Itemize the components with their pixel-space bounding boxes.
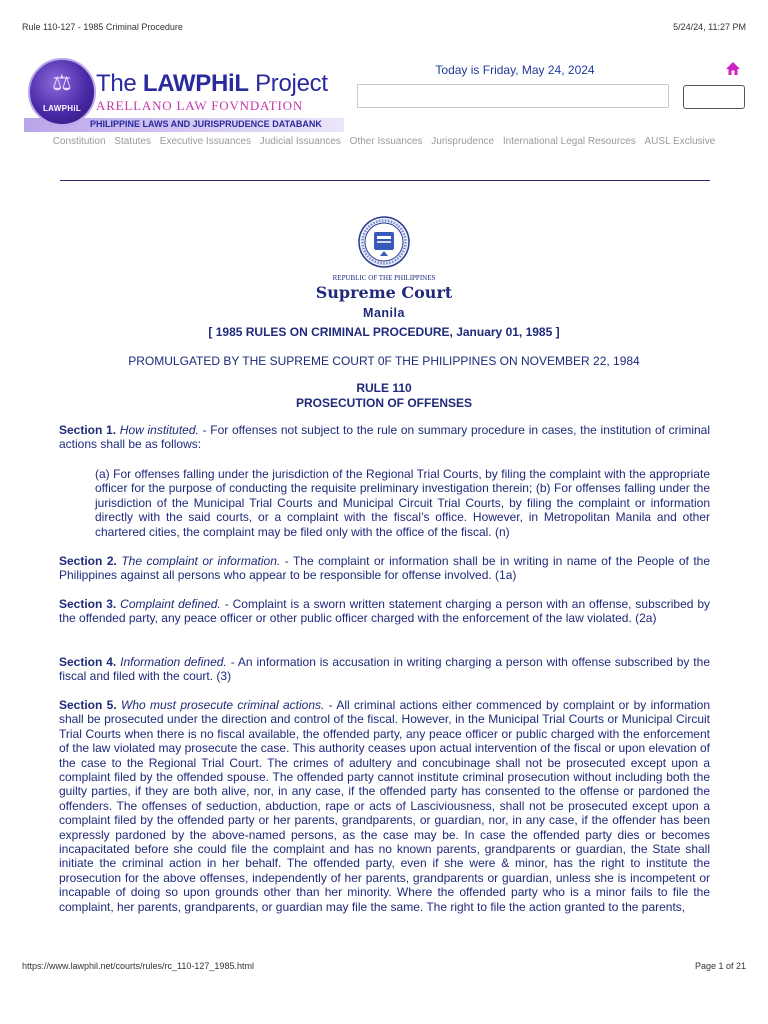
rule-number: RULE 110 (356, 381, 412, 395)
nav-statutes[interactable]: Statutes (114, 136, 151, 147)
divider (60, 180, 710, 181)
print-header (22, 22, 746, 32)
print-title: Rule 110-127 - 1985 Criminal Procedure (22, 22, 183, 32)
court-name: Supreme Court (315, 283, 453, 302)
main-nav (0, 136, 768, 147)
promulgated-line: PROMULGATED BY THE SUPREME COURT 0F THE PHILIPPINES ON NOVEMBER 22, 1984 (128, 354, 640, 368)
rule-heading (0, 381, 768, 411)
print-url: https://www.lawphil.net/courts/rules/rc_110-127_1985.html (22, 961, 254, 971)
nav-executive-issuances[interactable]: Executive Issuances (159, 136, 251, 147)
print-footer (22, 961, 746, 971)
nav-jurisprudence[interactable]: Jurisprudence (431, 136, 495, 147)
section-3: Section 3. Complaint defined. - Complaint is a sworn written statement charging a person with an offense, subscribed by the offended party, any peace officer or other public officer charged with the enforcement of the law violated. (2a) (59, 597, 711, 626)
court-city: Manila (363, 306, 405, 320)
scales-icon: ⚖ (52, 70, 72, 95)
banner-subtitle: ARELLANO LAW FOVNDATION (96, 98, 304, 113)
rules-title: [ 1985 RULES ON CRIMINAL PROCEDURE, January 01, 1985 ] (208, 325, 560, 339)
lawphil-logo (28, 58, 96, 126)
home-icon[interactable] (724, 60, 742, 78)
nav-international-legal-resources[interactable]: International Legal Resources (502, 136, 636, 147)
section-2: Section 2. The complaint or information. - The complaint or information shall be in writing in name of the People of the Philippines against all persons who appear to be responsible for offense involved. (1a) (59, 554, 711, 583)
section-4: Section 4. Information defined. - An information is accusation in writing charging a person with offense subscribed by the fiscal and filed with the court. (3) (59, 655, 710, 684)
nav-constitution[interactable]: Constitution (52, 136, 106, 147)
nav-ausl-exclusive[interactable]: AUSL Exclusive (644, 136, 716, 147)
print-page-number: Page 1 of 21 (694, 961, 746, 971)
today-date: Today is Friday, May 24, 2024 (435, 63, 595, 77)
section-1-subparagraph: (a) For offenses falling under the jurisdiction of the Regional Trial Courts, by filing the complaint with the appropriate officer for the purpose of conducting the requisite preliminary investigation therein; (b) For offenses falling under the jurisdiction of the Municipal Trial Courts and Municipal Circuit Trial Courts, by filing the complaint or information directly with the said courts, or a complaint with the fiscal’s office. However, in Metropolitan Manila and other chartered cities, the complaint may be filed only with the office of the fiscal. (n) (95, 467, 710, 539)
section-1: Section 1. How instituted. - For offenses not subject to the rule on summary procedure in cases, the institution of criminal actions shall be as follows: (59, 423, 711, 452)
print-datetime: 5/24/24, 11:27 PM (673, 22, 746, 32)
republic-label: REPUBLIC OF THE PHILIPPINES (332, 274, 436, 282)
lawphil-banner[interactable] (24, 56, 344, 134)
search-input[interactable] (357, 84, 669, 108)
banner-title: The LAWPHiL Project (96, 70, 328, 97)
search-button[interactable] (683, 85, 745, 109)
banner-strip-text: PHILIPPINE LAWS AND JURISPRUDENCE DATABANK (90, 119, 322, 129)
nav-judicial-issuances[interactable]: Judicial Issuances (259, 136, 341, 147)
section-5: Section 5. Who must prosecute criminal actions. - All criminal actions either commenced by complaint or by information shall be prosecuted under the direction and control of the fiscal. However, in the Municipal Trial Courts or Municipal Circuit Trial Courts when there is no fiscal available, the offended party, any peace officer or public charged with the enforcement of the law violated may prosecute the case. This authority ceases upon actual intervention of the fiscal or upon elevation of the case to the Regional Trial Court. The crimes of adultery and concubinage shall not be prosecuted except upon a complaint filed by the offended spouse. The offended party cannot institute criminal prosecution without including both the guilty parties, if they are both alive, nor, in any case, if the offended party has consented to the offense or pardoned the offenders. The offenses of seduction, abduction, rape or acts of Lasciviousness, shall not be prosecuted except upon a complaint filed by the offended party or her parents, grandparents, or guardian, nor, in any case, if the offender has been expressly pardoned by the above-named persons, as the case may be. In case the offended party dies or becomes incapacitated before she could file the complaint and has no known parents, grandparents or guardian, the State shall initiate the criminal action in her behalf. The offended party, even if she were & minor, has the right to institute the prosecution for the above offenses, independently of her parents, grandparents or guardian, unless she is incompetent or incapable of doing so upon grounds other than her minority. Where the offended party who is a minor fails to file the complaint, her parents, grandparents, or guardian may file the same. The right to file the action granted to the parents, (59, 698, 710, 914)
seal-text: LAWPHiL (42, 104, 82, 113)
supreme-court-seal-icon (358, 216, 410, 268)
rule-title: PROSECUTION OF OFFENSES (295, 396, 472, 410)
nav-other-issuances[interactable]: Other Issuances (349, 136, 423, 147)
